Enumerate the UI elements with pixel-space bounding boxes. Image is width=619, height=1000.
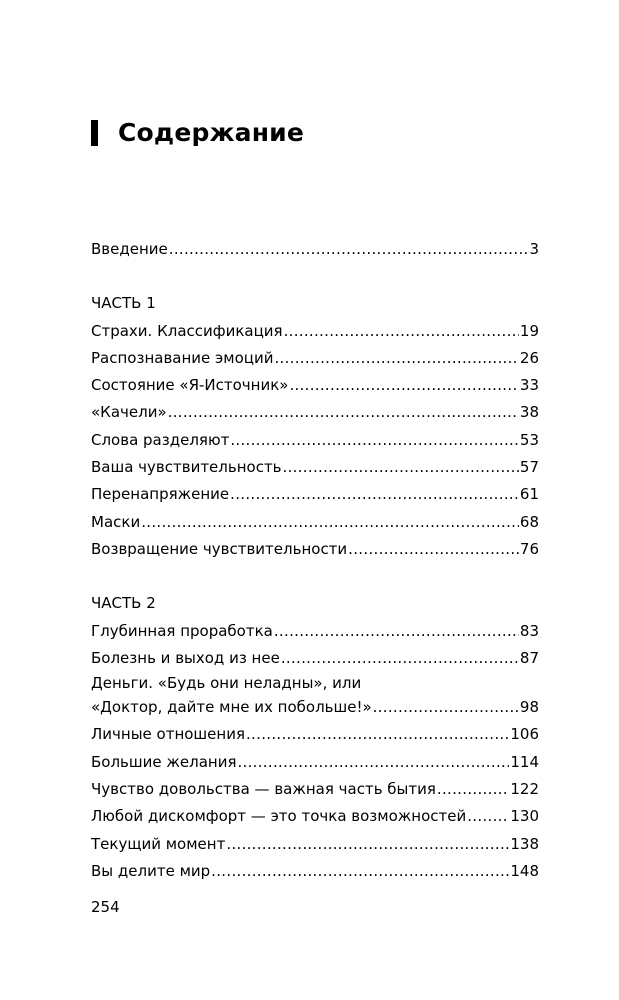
toc-entry-label: Маски xyxy=(91,512,141,531)
toc-entry-page: 68 xyxy=(519,512,539,531)
leader-dots xyxy=(226,831,509,858)
toc-entry-page: 57 xyxy=(519,458,539,477)
toc-entry-label: Ваша чувствительность xyxy=(91,458,282,477)
toc-entry[interactable] xyxy=(91,618,539,645)
leader-dots xyxy=(274,345,518,372)
toc-entry-label: Чувство довольства — важная часть бытия xyxy=(91,780,436,799)
leader-dots xyxy=(211,858,509,885)
toc-entry-page: 98 xyxy=(519,698,539,717)
leader-dots xyxy=(237,749,509,776)
part1-heading: ЧАСТЬ 1 xyxy=(91,294,156,313)
toc-entry-intro[interactable] xyxy=(91,236,539,263)
toc-entry-label: Вы делите мир xyxy=(91,861,211,880)
leader-dots xyxy=(168,399,519,426)
toc-entry-label: Введение xyxy=(91,240,168,258)
toc-entry[interactable] xyxy=(91,345,539,372)
toc-entry-label: Страхи. Классификация xyxy=(91,321,283,340)
toc-entry-page: 76 xyxy=(519,539,539,558)
toc-entry[interactable] xyxy=(91,645,539,672)
table-of-contents xyxy=(91,236,539,885)
toc-entry-label: Распознавание эмоций xyxy=(91,348,274,367)
leader-dots xyxy=(169,236,529,263)
heading-marker xyxy=(91,120,98,146)
part2-heading: ЧАСТЬ 2 xyxy=(91,594,156,613)
leader-dots xyxy=(274,618,519,645)
toc-entry-page: 122 xyxy=(510,780,539,799)
toc-entry-label: Любой дискомфорт — это точка возможностей xyxy=(91,807,467,826)
toc-entry-page: 26 xyxy=(519,348,539,367)
toc-entry-page: 87 xyxy=(519,648,539,667)
toc-entry-label: Состояние «Я-Источник» xyxy=(91,376,289,395)
toc-entry-label: Личные отношения xyxy=(91,725,245,744)
leader-dots xyxy=(141,509,519,536)
leader-dots xyxy=(289,372,518,399)
toc-entry-page: 114 xyxy=(510,752,539,771)
toc-entry-page: 38 xyxy=(519,403,539,422)
toc-entry[interactable] xyxy=(91,509,539,536)
toc-entry-label: «Качели» xyxy=(91,403,167,422)
toc-entry-page: 83 xyxy=(519,621,539,640)
toc-entry-label: Слова разделяют xyxy=(91,430,230,449)
leader-dots xyxy=(283,454,519,481)
heading-row xyxy=(91,118,304,147)
toc-entry-page: 53 xyxy=(519,430,539,449)
toc-entry-label: Большие желания xyxy=(91,752,237,771)
toc-entry-label: Болезнь и выход из нее xyxy=(91,648,280,667)
toc-entry[interactable] xyxy=(91,776,539,803)
toc-entry-label: Перенапряжение xyxy=(91,485,230,504)
toc-entry-page: 148 xyxy=(510,861,539,880)
toc-entry[interactable] xyxy=(91,858,539,885)
toc-entry[interactable] xyxy=(91,427,539,454)
toc-entry[interactable] xyxy=(91,372,539,399)
toc-entry-label: Глубинная проработка xyxy=(91,621,273,640)
toc-entry-page: 3 xyxy=(529,240,539,258)
toc-entry[interactable] xyxy=(91,318,539,345)
toc-entry[interactable] xyxy=(91,831,539,858)
toc-entry-page: 138 xyxy=(510,834,539,853)
toc-entry[interactable] xyxy=(91,481,539,508)
leader-dots xyxy=(246,721,509,748)
leader-dots xyxy=(348,536,519,563)
toc-entry[interactable] xyxy=(91,694,539,721)
toc-entry-page: 33 xyxy=(519,376,539,395)
toc-entry[interactable] xyxy=(91,749,539,776)
page-title: Содержание xyxy=(118,118,305,147)
toc-entry-page: 61 xyxy=(519,485,539,504)
toc-entry[interactable] xyxy=(91,536,539,563)
page-number: 254 xyxy=(91,898,120,916)
leader-dots xyxy=(230,427,519,454)
leader-dots xyxy=(437,776,509,803)
toc-entry[interactable] xyxy=(91,399,539,426)
leader-dots xyxy=(467,803,509,830)
toc-entry-label: Текущий момент xyxy=(91,834,226,853)
toc-entry-label-line1: Деньги. «Будь они неладны», или xyxy=(91,674,362,693)
leader-dots xyxy=(281,645,519,672)
toc-entry-page: 19 xyxy=(519,321,539,340)
toc-entry-label: «Доктор, дайте мне их побольше!» xyxy=(91,698,372,717)
toc-entry[interactable] xyxy=(91,803,539,830)
leader-dots xyxy=(284,318,519,345)
toc-entry-page: 106 xyxy=(510,725,539,744)
toc-entry[interactable] xyxy=(91,454,539,481)
toc-entry-page: 130 xyxy=(510,807,539,826)
leader-dots xyxy=(230,481,519,508)
leader-dots xyxy=(373,694,519,721)
toc-entry-label: Возвращение чувствительности xyxy=(91,539,348,558)
toc-entry[interactable] xyxy=(91,721,539,748)
